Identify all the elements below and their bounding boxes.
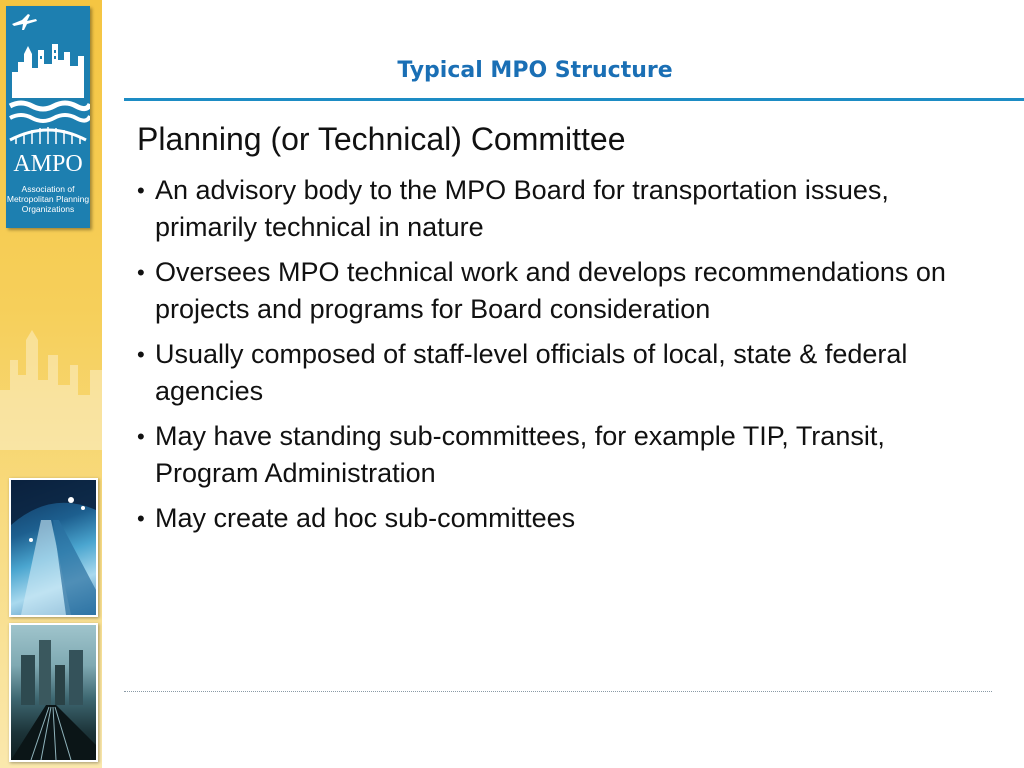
bullet-dot-icon: • (137, 342, 145, 367)
bullet-item (132, 500, 992, 537)
ampo-logo (6, 6, 90, 228)
bullet-dot-icon: • (137, 260, 145, 285)
logo-wordmark: AMPO (13, 151, 83, 177)
footer-divider (124, 691, 992, 692)
subway-tunnel-image (11, 480, 96, 615)
title-divider (124, 98, 1024, 101)
bullet-text: An advisory body to the MPO Board for transportation issues, primarily technical in nature (155, 175, 889, 242)
bullet-text: May create ad hoc sub-committees (155, 503, 576, 533)
skyline-pattern (0, 300, 102, 450)
bullet-text: Oversees MPO technical work and develops recommendations on projects and programs for Board consideration (155, 257, 946, 324)
decorative-sidebar (0, 0, 102, 768)
bullet-dot-icon: • (137, 506, 145, 531)
section-heading: Planning (or Technical) Committee (137, 121, 626, 157)
bullet-text: Usually composed of staff-level officials of local, state & federal agencies (155, 339, 908, 406)
bullet-list (132, 172, 992, 545)
bullet-item (132, 336, 992, 410)
city-rail-photo (9, 623, 98, 762)
bullet-item (132, 418, 992, 492)
bullet-dot-icon: • (137, 178, 145, 203)
slide-title: Typical MPO Structure (397, 58, 673, 83)
logo-subtitle: Association of Metropolitan Planning Organizations (6, 184, 90, 214)
logo-skyline-icon (6, 6, 90, 146)
city-rail-image (11, 625, 96, 760)
bullet-dot-icon: • (137, 424, 145, 449)
bullet-item (132, 254, 992, 328)
bullet-text: May have standing sub-committees, for example TIP, Transit, Program Administration (155, 421, 885, 488)
bullet-item (132, 172, 992, 246)
subway-photo (9, 478, 98, 617)
